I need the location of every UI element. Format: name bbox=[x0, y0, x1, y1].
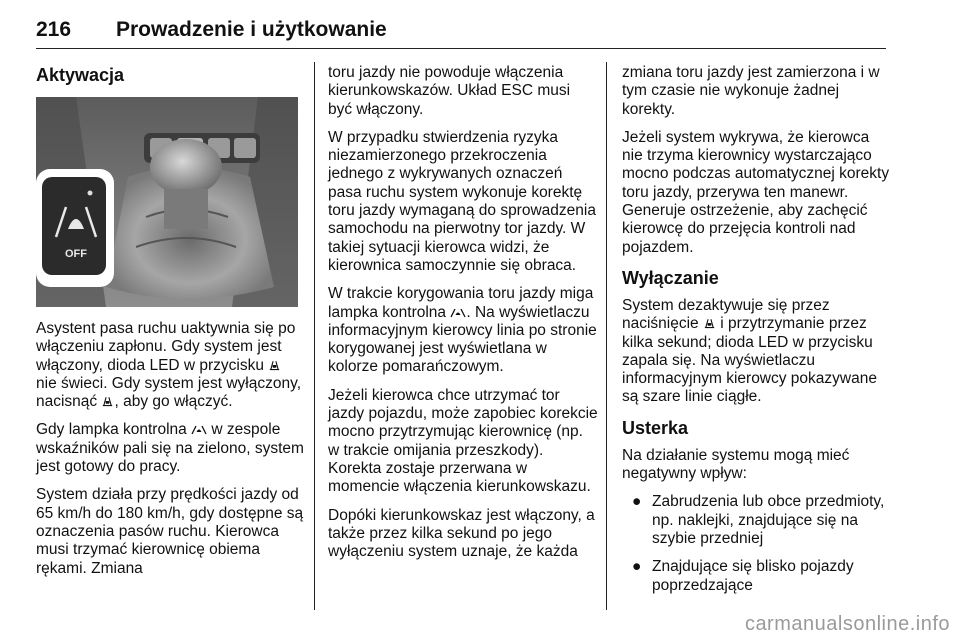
paragraph: Jeżeli system wykrywa, że kierowca nie trzyma kierownicy wystarczająco mocno podczas automatycznej korekty toru jazdy, przerywa ten manewr. Generuje ostrzeżenie, aby zachęcić kierowcę do przejęcia kontroli nad pojazdem. bbox=[622, 128, 890, 256]
paragraph: Na działanie systemu mogą mieć negatywny wpływ: bbox=[622, 446, 850, 483]
section-heading-activation: Aktywacja bbox=[36, 65, 125, 85]
column-1-text bbox=[36, 320, 304, 588]
paragraph: System działa przy prędkości jazdy od 65 km/h do 180 km/h, gdy dostępne są oznaczenia pasów ruchu. Kierowca musi trzymać kierownicę obiema rękami. Zmiana bbox=[36, 486, 304, 577]
paragraph: toru jazdy nie powoduje włączenia kierunkowskazów. Układ ESC musi być włączony. bbox=[328, 64, 571, 118]
list-item: ● Zabrudzenia lub obce przedmioty, np. naklejki, znajdujące się na szybie przedniej bbox=[632, 493, 885, 547]
paragraph: W przypadku stwierdzenia ryzyka niezamierzonego przekroczenia jednego z wykrywanych oznaczeń pasa ruchu system wykonuje korektę toru jazdy wymaganą do sprowadzenia samochodu na pierwotny tor jazdy. W takiej sytuacji kierowca widzi, że kierownica samoczynnie się obraca. bbox=[328, 128, 596, 274]
section-heading-fault: Usterka bbox=[622, 417, 689, 438]
watermark: carmanualsonline.info bbox=[744, 613, 950, 635]
column-2 bbox=[328, 64, 598, 571]
lane-keep-control-lamp-icon bbox=[450, 306, 466, 318]
lane-keep-button-icon bbox=[703, 317, 716, 329]
column-divider-1 bbox=[314, 62, 315, 610]
column-3 bbox=[622, 64, 890, 605]
paragraph: W trakcie korygowania toru jazdy miga lampka kontrolna . Na wyświetlaczu informacyjnym kierowcy linia po stronie korygowanej jest wyświetlana w kolorze pomarańczowym. bbox=[328, 285, 597, 376]
paragraph: zmiana toru jazdy jest zamierzona i w tym czasie nie wykonuje żadnej korekty. bbox=[622, 64, 880, 118]
paragraph: Asystent pasa ruchu uaktywnia się po włączeniu zapłonu. Gdy system jest włączony, dioda LED w przycisku nie świeci. Gdy system jest wyłączony, nacisnąć , aby go włączyć. bbox=[36, 320, 302, 411]
lane-keep-control-lamp-icon bbox=[191, 423, 207, 435]
bullet-icon: ● bbox=[632, 493, 642, 511]
paragraph: System dezaktywuje się przez naciśnięcie i przytrzymanie przez kilka sekund; dioda LED w przycisku zapala się. Na wyświetlaczu informacyjnym kierowcy pokazywane są szare linie ciągłe. bbox=[622, 296, 877, 406]
page-number: 216 bbox=[36, 18, 72, 41]
column-1 bbox=[36, 64, 304, 94]
page-title: Prowadzenie i użytkowanie bbox=[116, 18, 387, 41]
page-header bbox=[36, 12, 886, 52]
column-divider-2 bbox=[606, 62, 607, 610]
paragraph: Gdy lampka kontrolna w zespole wskaźników pali się na zielono, system jest gotowy do pracy. bbox=[36, 421, 304, 476]
off-label: OFF bbox=[65, 248, 87, 260]
header-rule bbox=[36, 48, 886, 49]
paragraph: Jeżeli kierowca chce utrzymać tor jazdy pojazdu, może zapobiec korekcie mocno przytrzymując kierownicę (np. w trakcie omijania przeszkody). Korekta zostaje przerwana w momencie włączenia kierunkowskazu. bbox=[328, 386, 598, 496]
paragraph: Dopóki kierunkowskaz jest włączony, a także przez kilka sekund po jego wyłączeniu system uznaje, że każda bbox=[328, 506, 595, 561]
lane-keep-button-icon bbox=[268, 359, 281, 371]
lane-keep-button-icon bbox=[101, 395, 114, 407]
list-item: ● Znajdujące się blisko pojazdy poprzedzające bbox=[632, 558, 854, 594]
console-photo bbox=[36, 97, 298, 307]
bullet-icon: ● bbox=[632, 558, 642, 576]
fault-list bbox=[622, 493, 890, 594]
section-heading-deactivation: Wyłączanie bbox=[622, 267, 719, 288]
